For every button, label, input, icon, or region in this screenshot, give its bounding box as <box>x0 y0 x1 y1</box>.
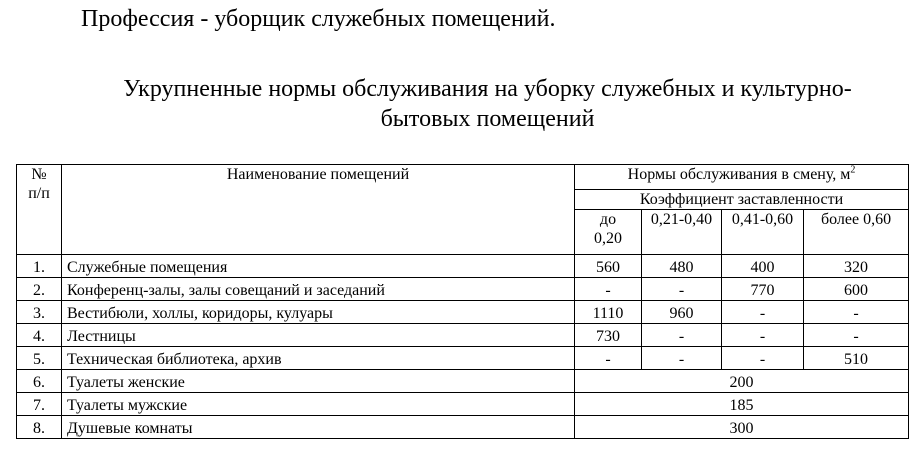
table-row <box>17 416 909 439</box>
header-number <box>17 165 62 255</box>
row-name: Вестибюли, холлы, коридоры, кулуары <box>62 301 575 324</box>
header-number-label: № <box>31 166 47 183</box>
table-row <box>17 255 909 278</box>
row-value: - <box>642 278 722 301</box>
row-name: Конференц-залы, залы совещаний и заседаний <box>62 278 575 301</box>
row-value: 600 <box>804 278 909 301</box>
document-heading <box>60 74 915 134</box>
header-col-over-060: более 0,60 <box>804 210 909 255</box>
table-row <box>17 370 909 393</box>
table-row <box>17 324 909 347</box>
header-coefficient: Коэффициент заставленности <box>575 190 909 210</box>
row-name: Служебные помещения <box>62 255 575 278</box>
row-name: Техническая библиотека, архив <box>62 347 575 370</box>
row-number: 6. <box>17 370 62 393</box>
table-row <box>17 301 909 324</box>
row-name: Туалеты женские <box>62 370 575 393</box>
header-room-name: Наименование помещений <box>62 165 575 255</box>
row-value: - <box>804 301 909 324</box>
row-value: - <box>722 301 804 324</box>
row-value: 400 <box>722 255 804 278</box>
row-value-merged: 200 <box>575 370 909 393</box>
row-value: 560 <box>575 255 642 278</box>
row-value: 770 <box>722 278 804 301</box>
header-col-041-060: 0,41-0,60 <box>722 210 804 255</box>
row-value: - <box>804 324 909 347</box>
table-row <box>17 393 909 416</box>
row-number: 5. <box>17 347 62 370</box>
row-number: 4. <box>17 324 62 347</box>
heading-line-1: Укрупненные нормы обслуживания на уборку служебных и культурно- <box>123 76 852 102</box>
row-value: - <box>722 324 804 347</box>
row-value: 1110 <box>575 301 642 324</box>
row-value: 730 <box>575 324 642 347</box>
row-value: - <box>642 324 722 347</box>
row-value: - <box>575 347 642 370</box>
row-value: - <box>642 347 722 370</box>
row-name: Лестницы <box>62 324 575 347</box>
row-number: 1. <box>17 255 62 278</box>
header-number-sub: п/п <box>28 185 50 202</box>
header-norms-unit-power: 2 <box>850 164 856 176</box>
header-norms <box>575 165 909 190</box>
row-value-merged: 300 <box>575 416 909 439</box>
row-value: - <box>575 278 642 301</box>
norms-table <box>16 164 909 439</box>
heading-line-2: бытовых помещений <box>380 106 595 132</box>
row-number: 7. <box>17 393 62 416</box>
header-col-upto-020-b: 0,20 <box>594 230 622 247</box>
header-col-021-040: 0,21-0,40 <box>642 210 722 255</box>
table-row <box>17 347 909 370</box>
row-number: 2. <box>17 278 62 301</box>
row-value: - <box>722 347 804 370</box>
profession-title: Профессия - уборщик служебных помещений. <box>81 6 556 32</box>
row-number: 8. <box>17 416 62 439</box>
header-norms-label: Нормы обслуживания в смену, м <box>627 166 851 183</box>
row-number: 3. <box>17 301 62 324</box>
row-name: Душевые комнаты <box>62 416 575 439</box>
header-col-upto-020-a: до <box>599 211 617 228</box>
row-value: 510 <box>804 347 909 370</box>
header-col-upto-020 <box>575 210 642 255</box>
row-value: 480 <box>642 255 722 278</box>
row-value: 320 <box>804 255 909 278</box>
row-value-merged: 185 <box>575 393 909 416</box>
row-name: Туалеты мужские <box>62 393 575 416</box>
row-value: 960 <box>642 301 722 324</box>
table-row <box>17 278 909 301</box>
